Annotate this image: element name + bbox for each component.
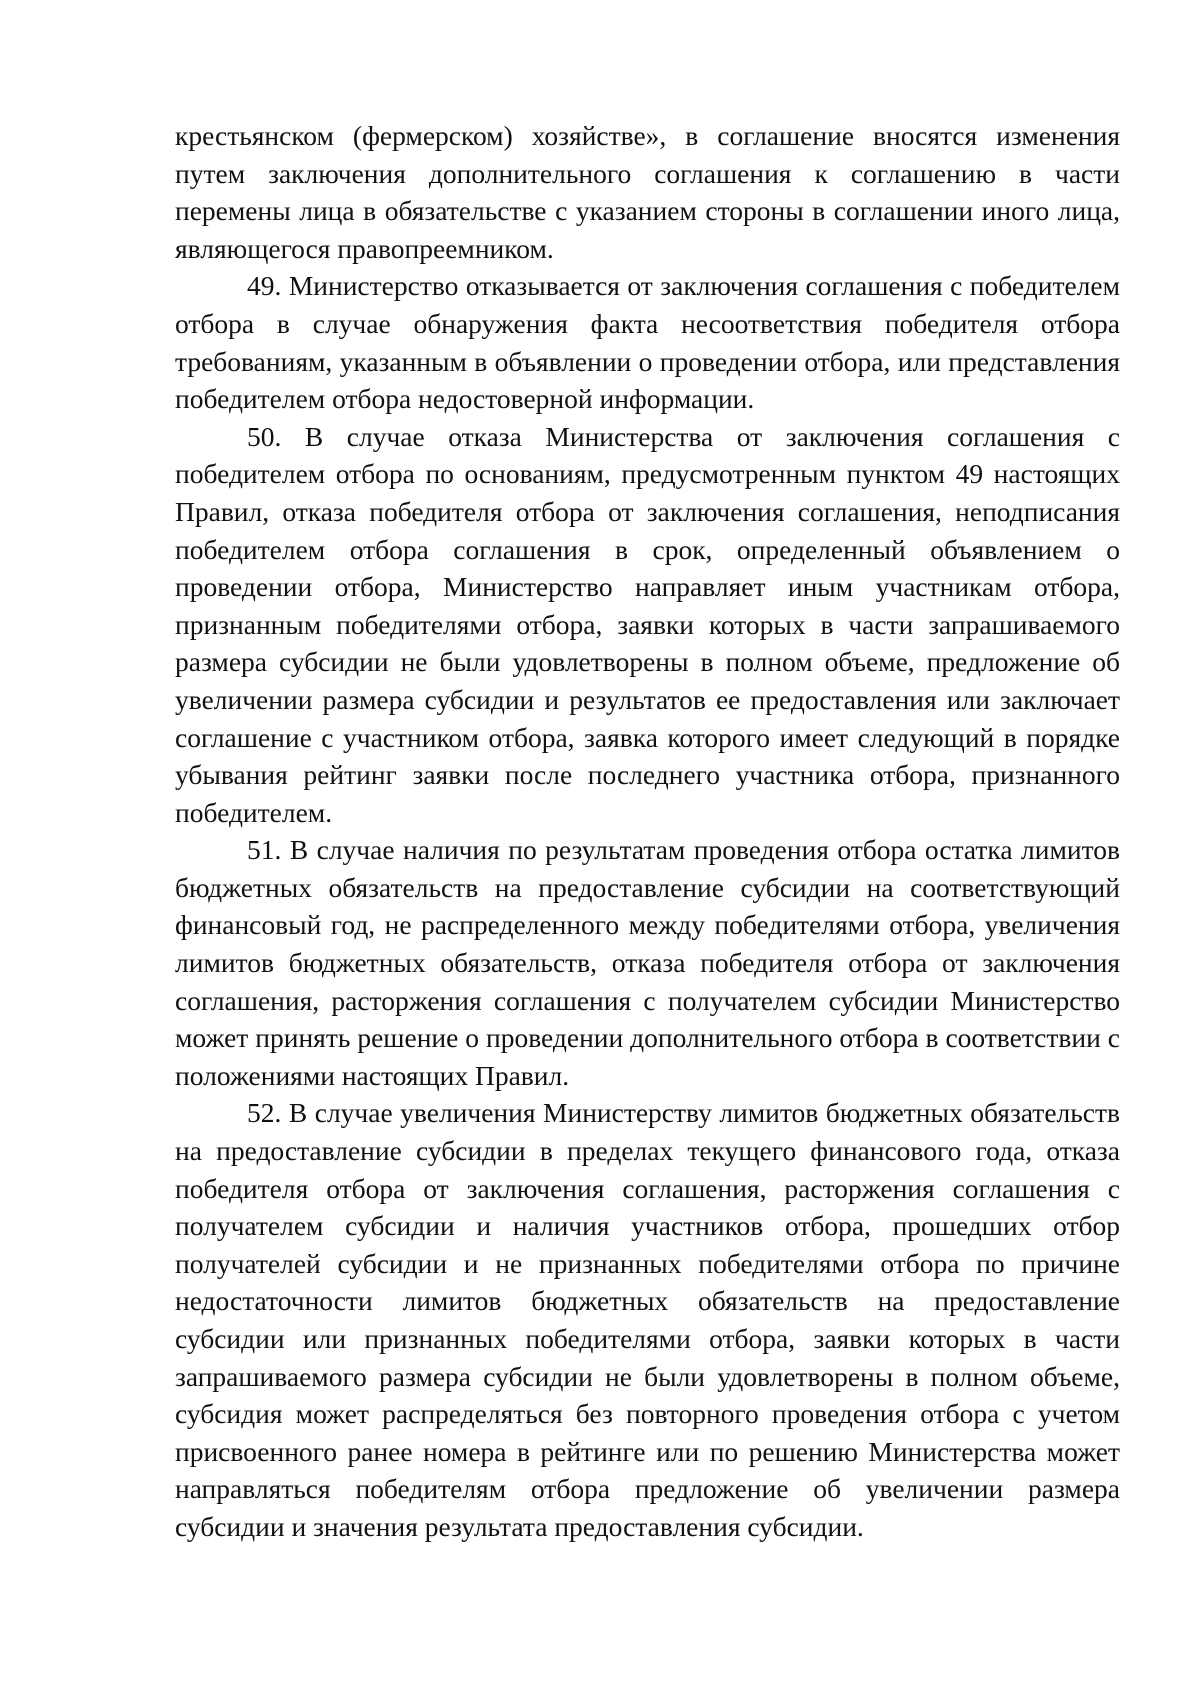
paragraph-text: В случае отказа Министерства от заключения соглашения с победителем отбора по основаниям, предусмотренным пунктом 49 настоящих Правил, отказа победителя отбора от заключения соглашения, неподписания победителем отбора соглашения в срок, определенный объявлением о проведении отбора, Министерство направляет иным участникам отбора, признанным победителями отбора, заявки которых в части запрашиваемого размера субсидии не были удовлетворены в полном объеме, предложение об увеличении размера субсидии и результатов ее предоставления или заключает соглашение с участником отбора, заявка которого имеет следующий в порядке убывания рейтинг заявки после последнего участника отбора, признанного победителем. [175,420,1120,828]
paragraph-text: Министерство отказывается от заключения соглашения с победителем отбора в случае обнаружения факта несоответствия победителя отбора требованиям, указанным в объявлении о проведении отбора, или представления победителем отбора недостоверной информации. [175,270,1120,415]
paragraph-number: 51. [247,834,282,866]
paragraph-text: В случае наличия по результатам проведения отбора остатка лимитов бюджетных обязательств на предоставление субсидии на соответствующий финансовый год, не распределенного между победителями отбора, увеличения лимитов бюджетных обязательств, отказа победителя отбора от заключения соглашения, расторжения соглашения с получателем субсидии Министерство может принять решение о проведении дополнительного отбора в соответствии с положениями настоящих Правил. [175,834,1120,1091]
paragraph-52 [175,1094,1120,1545]
paragraph-continuation [175,117,1120,267]
paragraph-number: 50. [247,420,282,452]
paragraph-49 [175,267,1120,417]
paragraph-50 [175,418,1120,832]
document-page [175,117,1120,1546]
paragraph-number: 49. [247,270,282,302]
paragraph-text: крестьянском (фермерском) хозяйстве», в соглашение вносятся изменения путем заключения дополнительного соглашения к соглашению в части перемены лица в обязательстве с указанием стороны в соглашении иного лица, являющегося правопреемником. [175,120,1120,264]
paragraph-number: 52. [247,1097,282,1129]
paragraph-51 [175,831,1120,1094]
paragraph-text: В случае увеличения Министерству лимитов бюджетных обязательств на предоставление субсидии в пределах текущего финансового года, отказа победителя отбора от заключения соглашения, расторжения соглашения с получателем субсидии и наличия участников отбора, прошедших отбор получателей субсидии и не признанных победителями отбора по причине недостаточности лимитов бюджетных обязательств на предоставление субсидии или признанных победителями отбора, заявки которых в части запрашиваемого размера субсидии не были удовлетворены в полном объеме, субсидия может распределяться без повторного проведения отбора с учетом присвоенного ранее номера в рейтинге или по решению Министерства может направляться победителям отбора предложение об увеличении размера субсидии и значения результата предоставления субсидии. [175,1097,1121,1542]
